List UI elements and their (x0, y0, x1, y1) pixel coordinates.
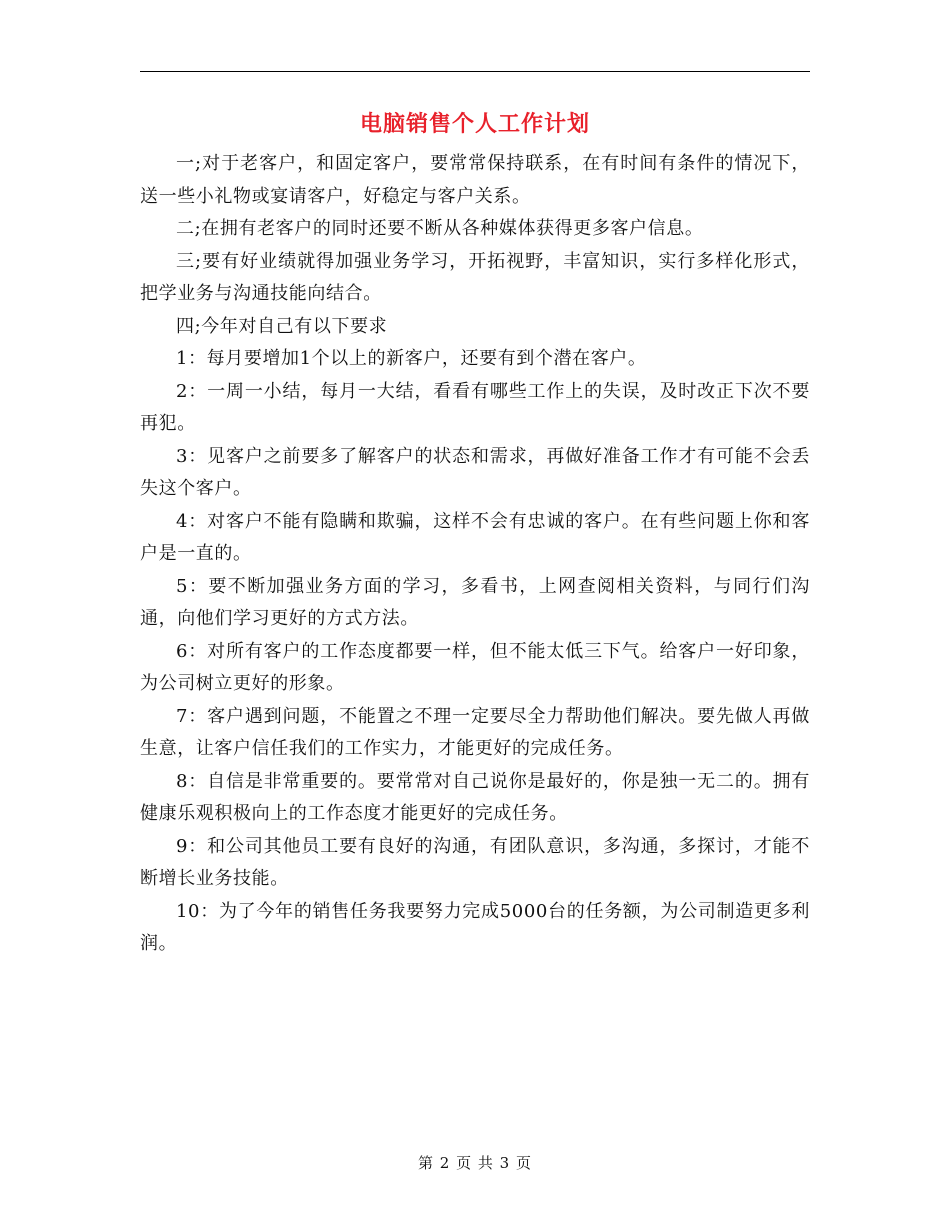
list-item-6: 6：对所有客户的工作态度都要一样，但不能太低三下气。给客户一好印象，为公司树立更好的形象。 (140, 640, 810, 694)
list-item-8: 8：自信是非常重要的。要常常对自己说你是最好的，你是独一无二的。拥有健康乐观积极向上的工作态度才能更好的完成任务。 (140, 770, 810, 824)
list-item-1: 1：每月要增加1个以上的新客户，还要有到个潜在客户。 (176, 348, 647, 369)
list-item-3: 3：见客户之前要多了解客户的状态和需求，再做好准备工作才有可能不会丢失这个客户。 (140, 445, 810, 499)
document-body (140, 148, 810, 961)
list-item-2: 2：一周一小结，每月一大结，看看有哪些工作上的失误，及时改正下次不要再犯。 (140, 380, 810, 434)
paragraph-1: 一;对于老客户，和固定客户，要常常保持联系，在有时间有条件的情况下，送一些小礼物或宴请客户，好稳定与客户关系。 (140, 153, 810, 207)
list-item-5: 5：要不断加强业务方面的学习，多看书，上网查阅相关资料，与同行们沟通，向他们学习更好的方式方法。 (140, 575, 810, 629)
list-item-9: 9：和公司其他员工要有良好的沟通，有团队意识，多沟通，多探讨，才能不断增长业务技能。 (140, 835, 810, 889)
header-rule (140, 71, 810, 72)
paragraph-4: 四;今年对自己有以下要求 (176, 315, 388, 337)
list-item-7: 7：客户遇到问题，不能置之不理一定要尽全力帮助他们解决。要先做人再做生意，让客户信任我们的工作实力，才能更好的完成任务。 (140, 705, 810, 759)
paragraph-2: 二;在拥有老客户的同时还要不断从各种媒体获得更多客户信息。 (176, 218, 704, 239)
document-title: 电脑销售个人工作计划 (359, 112, 590, 137)
list-item-10: 10：为了今年的销售任务我要努力完成5000台的任务额，为公司制造更多利润。 (140, 900, 810, 954)
list-item-4: 4：对客户不能有隐瞒和欺骗，这样不会有忠诚的客户。在有些问题上你和客户是一直的。 (140, 510, 810, 564)
paragraph-3: 三;要有好业绩就得加强业务学习，开拓视野，丰富知识，实行多样化形式，把学业务与沟通技能向结合。 (140, 250, 810, 304)
page-number: 第 2 页 共 3 页 (418, 1154, 532, 1172)
